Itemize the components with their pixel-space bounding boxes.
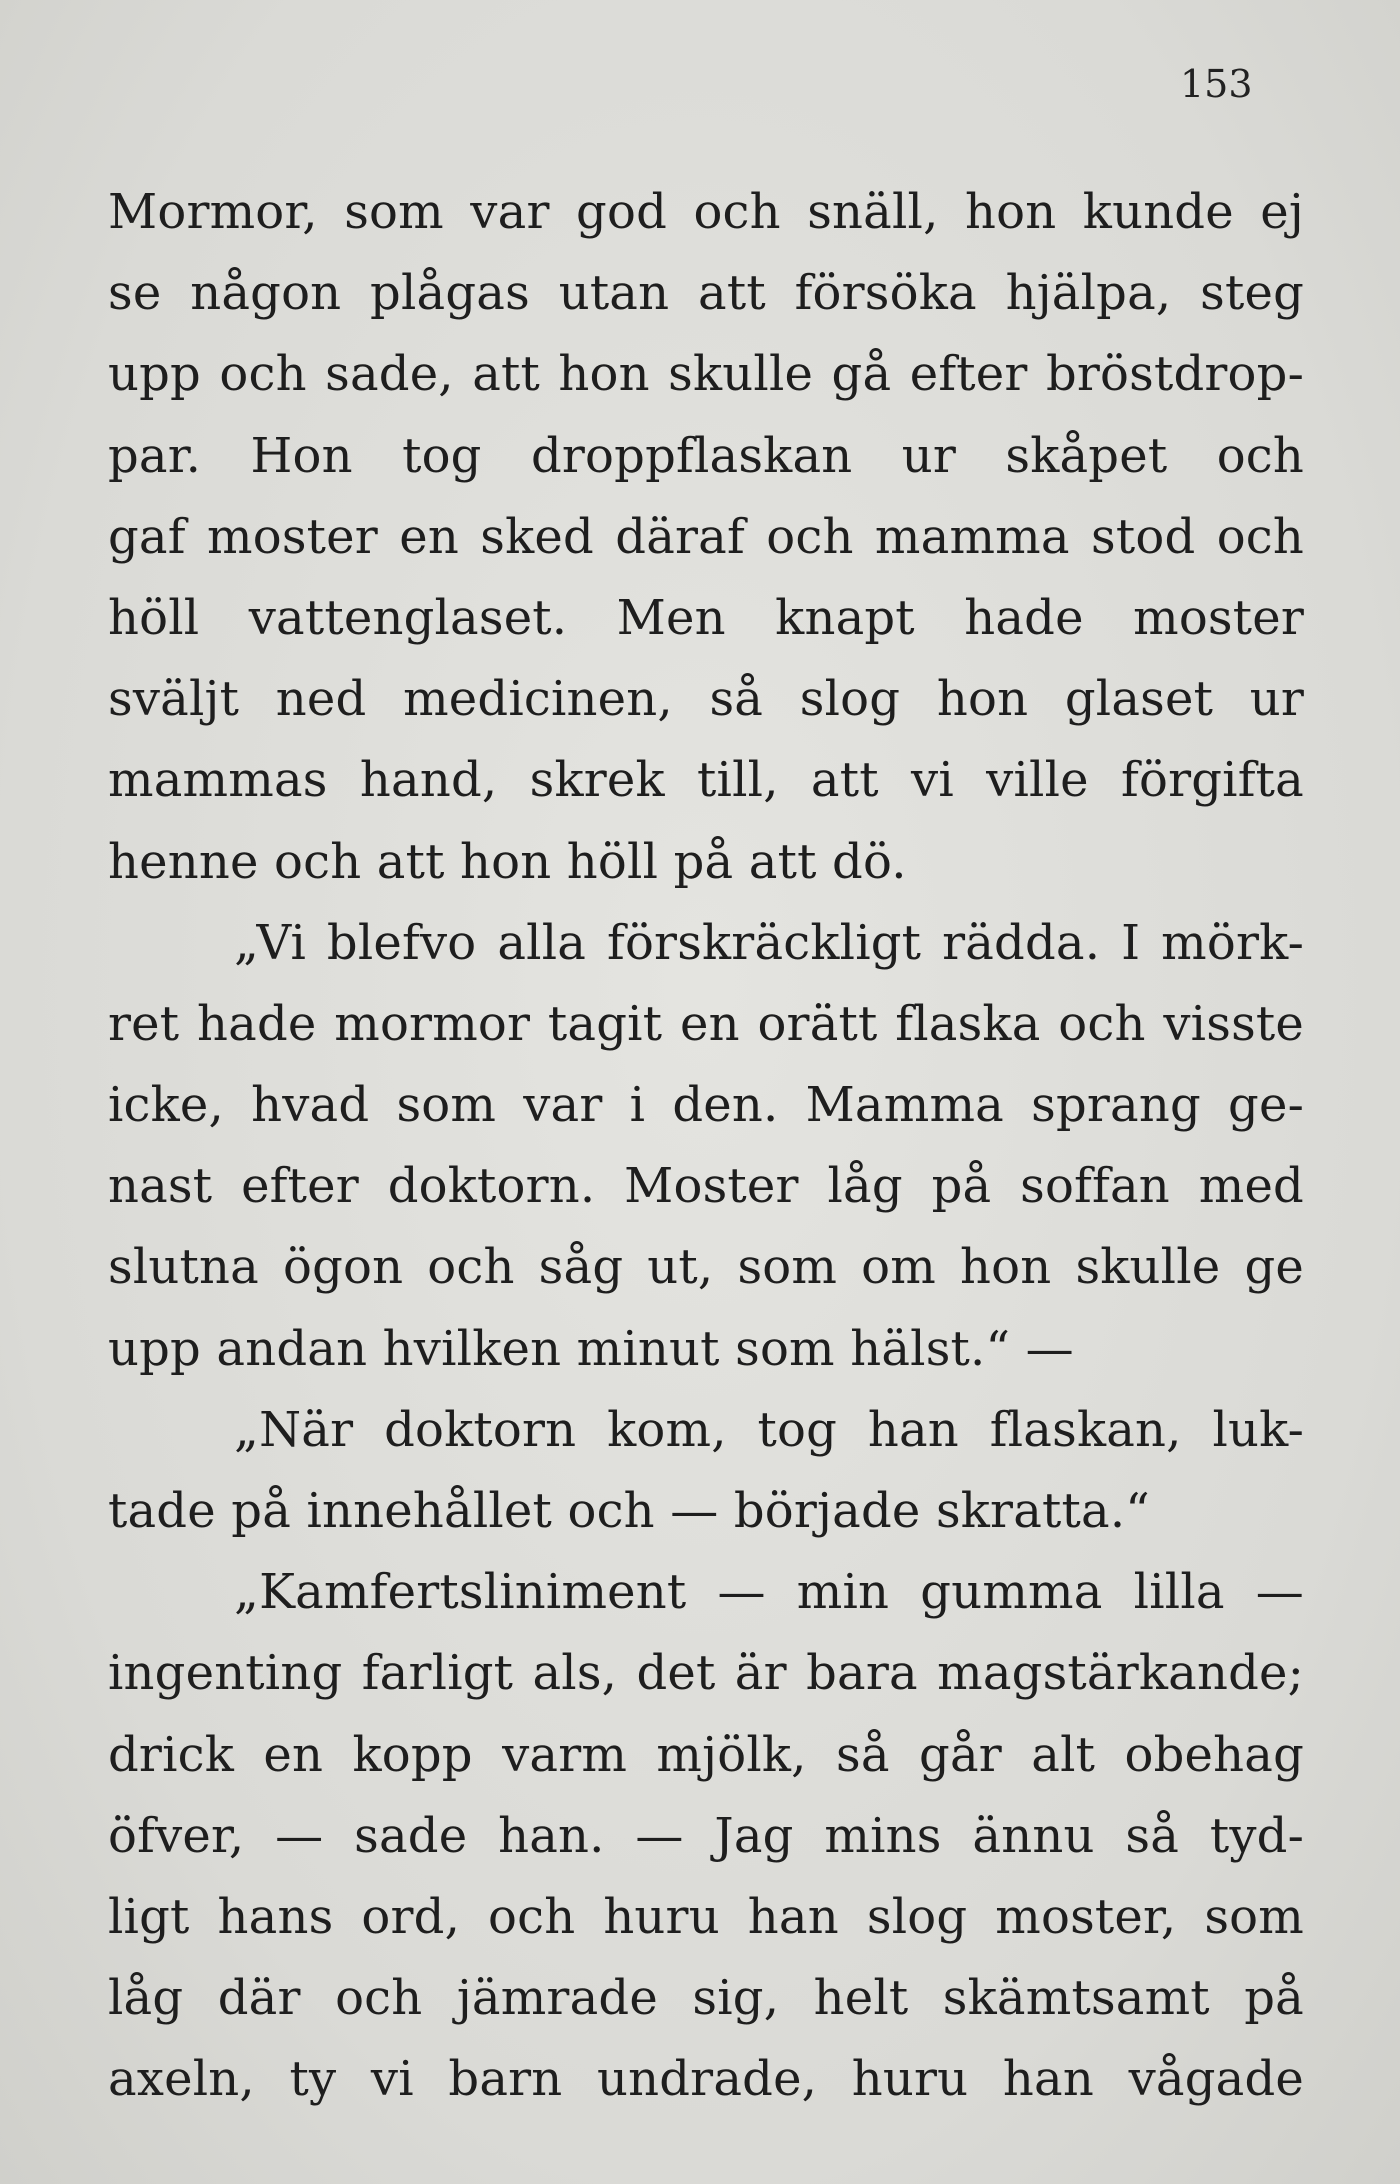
- text-line: upp och sade, att hon skulle gå efter bröstdrop-: [108, 346, 1304, 403]
- text-line: öfver, — sade han. — Jag mins ännu så tyd-: [108, 1807, 1304, 1864]
- text-line: „Vi blefvo alla förskräckligt rädda. I mörk-: [234, 914, 1304, 971]
- text-line: icke, hvad som var i den. Mamma sprang ge-: [108, 1077, 1304, 1134]
- text-line: mammas hand, skrek till, att vi ville förgifta: [108, 752, 1304, 809]
- text-line: tade på innehållet och — började skratta.“: [108, 1483, 1151, 1539]
- text-line: sväljt ned medicinen, så slog hon glaset ur: [108, 671, 1304, 728]
- text-line: par. Hon tog droppflaskan ur skåpet och: [108, 427, 1304, 484]
- text-line: gaf moster en sked däraf och mamma stod och: [108, 508, 1304, 565]
- text-line: slutna ögon och såg ut, som om hon skulle ge: [108, 1239, 1304, 1296]
- text-line: låg där och jämrade sig, helt skämtsamt på: [108, 1970, 1304, 2027]
- text-line: drick en kopp varm mjölk, så går alt obehag: [108, 1726, 1304, 1783]
- page-number: 153: [1180, 62, 1253, 106]
- text-line: se någon plågas utan att försöka hjälpa, steg: [108, 265, 1304, 322]
- body-text: [108, 172, 1304, 2121]
- text-line: nast efter doktorn. Moster låg på soffan med: [108, 1158, 1304, 1215]
- text-line: „Kamfertsliniment — min gumma lilla —: [234, 1564, 1304, 1621]
- text-line: „När doktorn kom, tog han flaskan, luk-: [234, 1401, 1304, 1458]
- text-line: henne och att hon höll på att dö.: [108, 833, 907, 890]
- text-line: Mormor, som var god och snäll, hon kunde ej: [108, 184, 1304, 240]
- text-line: axeln, ty vi barn undrade, huru han vågade: [108, 2051, 1304, 2108]
- text-line: ingenting farligt als, det är bara magstärkande;: [108, 1645, 1304, 1702]
- text-line: ret hade mormor tagit en orätt flaska och visste: [108, 995, 1304, 1052]
- text-line: upp andan hvilken minut som hälst.“ —: [108, 1320, 1074, 1377]
- text-line: höll vattenglaset. Men knapt hade moster: [108, 589, 1304, 646]
- text-line: ligt hans ord, och huru han slog moster, som: [108, 1888, 1304, 1945]
